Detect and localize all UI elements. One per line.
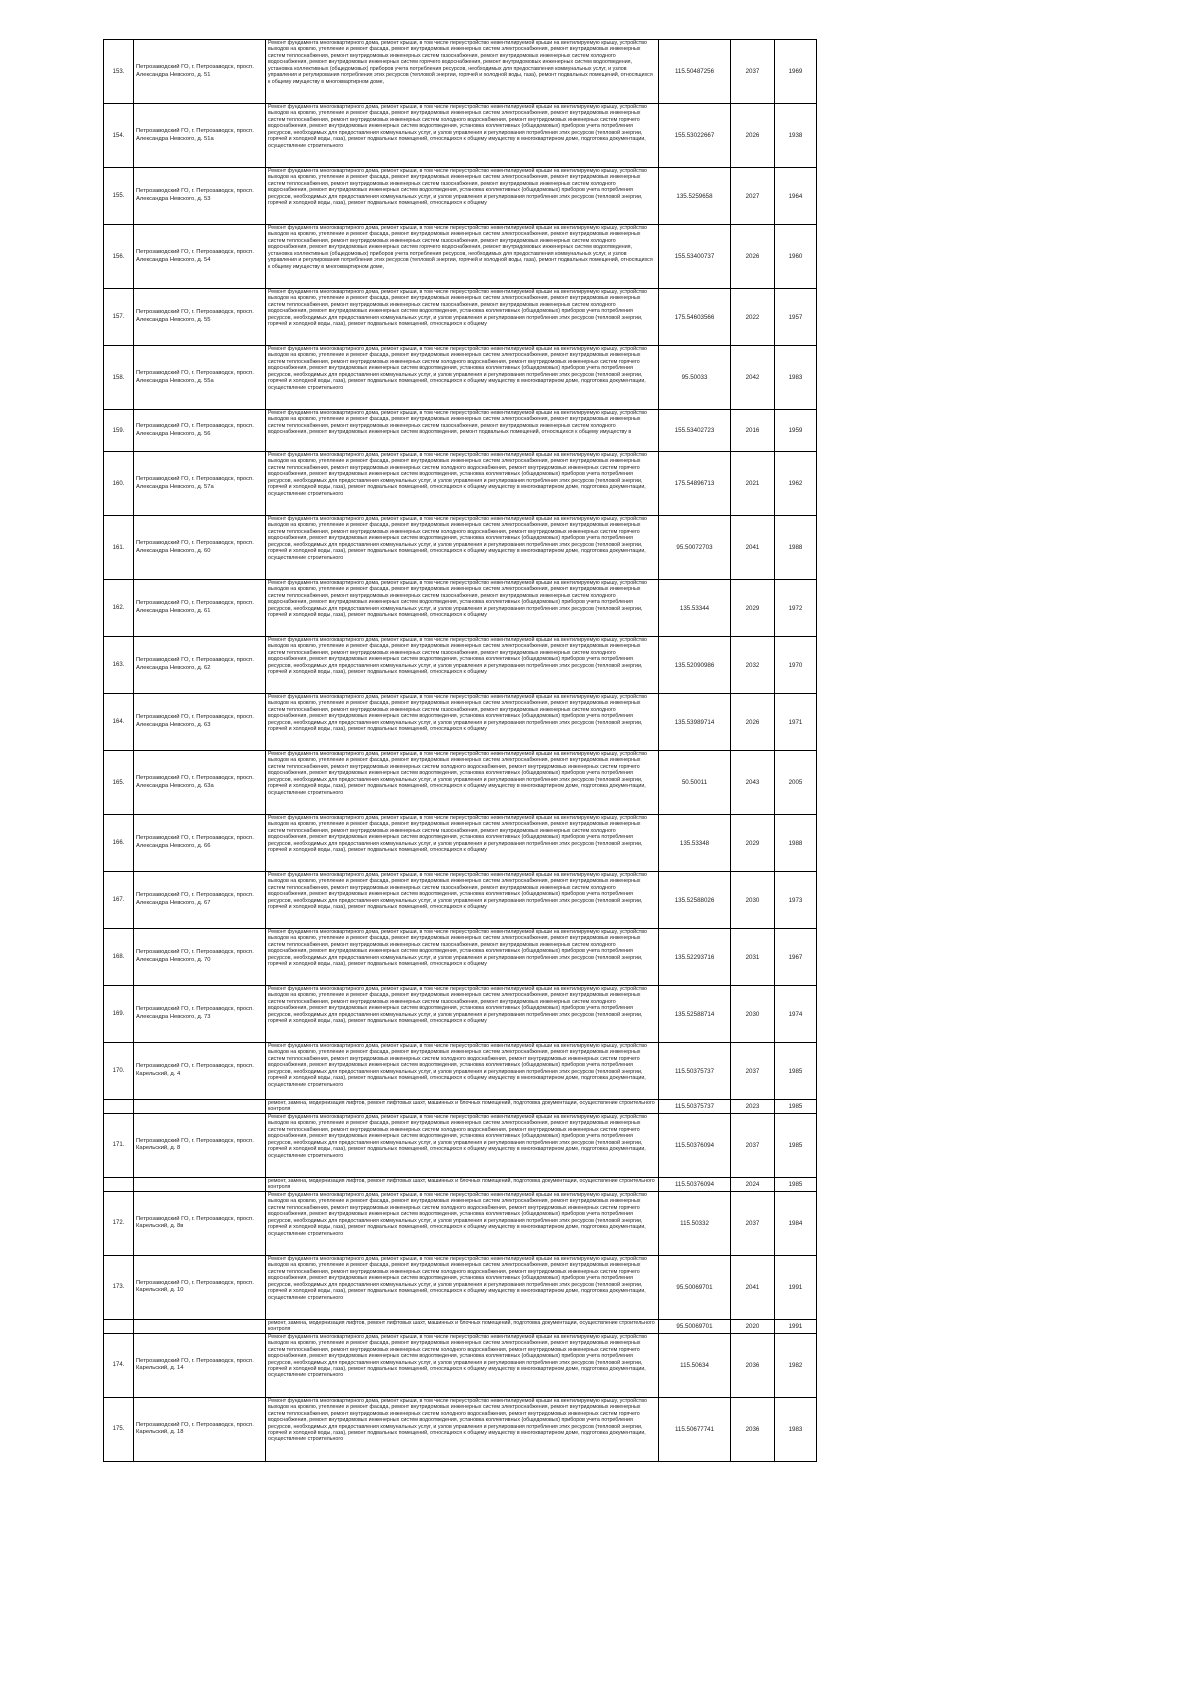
row-number-cell: 159.	[104, 410, 134, 452]
work-description-cell	[266, 637, 659, 694]
build-year-cell: 1960	[775, 225, 817, 289]
work-description-text: Ремонт фундамента многоквартирного дома, ремонт крыши, в том числе переустройство невентилируемой крыши на вентилируемую крышу, устройство выходов на кровлю, утепление и ремонт фасада, ремонт внутридомовых инженерных систем электроснабжения, ремонт внутридомовых инженерных систем теплоснабжения, ремонт внутридомовых инженерных систем газоснабжения, ремонт внутридомовых инженерных систем холодного водоснабжения, ремонт внутридомовых инженерных систем водоотведения, установка коллективных (общедомовых) приборов учета потребления ресурсов, необходимых для предоставления коммунальных услуг, и узлов управления и регулирования потребления этих ресурсов (тепловой энергии, горячей и холодной воды, газа), ремонт подвальных помещений, относящихся к общему	[268, 872, 647, 911]
planned-year-cell: 2037	[731, 40, 775, 104]
work-description-cell	[266, 872, 659, 929]
work-description-text: Ремонт фундамента многоквартирного дома, ремонт крыши, в том числе переустройство невентилируемой крыши на вентилируемую крышу, устройство выходов на кровлю, утепление и ремонт фасада, ремонт внутридомовых инженерных систем электроснабжения, ремонт внутридомовых инженерных систем теплоснабжения, ремонт внутридомовых инженерных систем холодного водоснабжения, ремонт внутридомовых инженерных систем горячего водоснабжения, ремонт внутридомовых инженерных систем водоотведения, установка коллективных (общедомовых) приборов учета потребления ресурсов, необходимых для предоставления коммунальных услуг, и узлов управления и регулирования потребления этих ресурсов (тепловой энергии, горячей и холодной воды, газа), ремонт подвальных помещений, относящихся к общему имуществу в многоквартирном доме, подготовка документации, осуществление строительного	[268, 1191, 647, 1237]
cost-cell: 115.50375737	[659, 1043, 731, 1100]
work-description-cell	[266, 289, 659, 346]
work-description-cell	[266, 1255, 659, 1319]
planned-year-cell: 2016	[731, 410, 775, 452]
build-year-cell: 1985	[775, 1100, 817, 1114]
work-description-cell	[266, 1113, 659, 1177]
planned-year-cell: 2021	[731, 452, 775, 516]
row-number-cell	[104, 1100, 134, 1114]
work-description-cell	[266, 694, 659, 751]
planned-year-cell: 2024	[731, 1177, 775, 1191]
planned-year-cell: 2037	[731, 1113, 775, 1177]
build-year-cell: 1985	[775, 1043, 817, 1100]
build-year-cell: 1983	[775, 1397, 817, 1461]
planned-year-cell: 2037	[731, 1191, 775, 1255]
table-row	[104, 986, 817, 1043]
planned-year-cell: 2023	[731, 1100, 775, 1114]
row-number-cell: 173.	[104, 1255, 134, 1319]
row-number-cell: 170.	[104, 1043, 134, 1100]
planned-year-cell: 2022	[731, 289, 775, 346]
row-number-cell: 168.	[104, 929, 134, 986]
register-table-body	[104, 40, 817, 1462]
planned-year-cell: 2041	[731, 1255, 775, 1319]
row-number-cell: 157.	[104, 289, 134, 346]
cost-cell: 115.50376094	[659, 1177, 731, 1191]
address-cell: Петрозаводский ГО, г. Петрозаводск, просп. Александра Невского, д. 55	[134, 289, 266, 346]
cost-cell: 135.52588026	[659, 872, 731, 929]
work-description-cell	[266, 225, 659, 289]
address-cell: Петрозаводский ГО, г. Петрозаводск, просп. Александра Невского, д. 53	[134, 168, 266, 225]
planned-year-cell: 2036	[731, 1397, 775, 1461]
cost-cell: 155.53402723	[659, 410, 731, 452]
build-year-cell: 1971	[775, 694, 817, 751]
build-year-cell: 1988	[775, 516, 817, 580]
cost-cell: 115.50634	[659, 1333, 731, 1397]
build-year-cell: 1985	[775, 1113, 817, 1177]
work-description-text: Ремонт фундамента многоквартирного дома, ремонт крыши, в том числе переустройство невентилируемой крыши на вентилируемую крышу, устройство выходов на кровлю, утепление и ремонт фасада, ремонт внутридомовых инженерных систем электроснабжения, ремонт внутридомовых инженерных систем теплоснабжения, ремонт внутридомовых инженерных систем холодного водоснабжения, ремонт внутридомовых инженерных систем горячего водоснабжения, ремонт внутридомовых инженерных систем водоотведения, установка коллективных (общедомовых) приборов учета потребления ресурсов, необходимых для предоставления коммунальных услуг, и узлов управления и регулирования потребления этих ресурсов (тепловой энергии, горячей и холодной воды, газа), ремонт подвальных помещений, относящихся к общему имуществу в многоквартирном доме, подготовка документации, осуществление строительного	[268, 1113, 647, 1159]
address-cell: Петрозаводский ГО, г. Петрозаводск, просп. Александра Невского, д. 56	[134, 410, 266, 452]
address-cell: Петрозаводский ГО, г. Петрозаводск, просп. Карельский, д. 4	[134, 1043, 266, 1100]
planned-year-cell: 2026	[731, 104, 775, 168]
address-cell	[134, 1177, 266, 1191]
work-description-cell	[266, 929, 659, 986]
work-description-text: Ремонт фундамента многоквартирного дома, ремонт крыши, в том числе переустройство невентилируемой крыши на вентилируемую крышу, устройство выходов на кровлю, утепление и ремонт фасада, ремонт внутридомовых инженерных систем электроснабжения, ремонт внутридомовых инженерных систем теплоснабжения, ремонт внутридомовых инженерных систем холодного водоснабжения, ремонт внутридомовых инженерных систем горячего водоснабжения, ремонт внутридомовых инженерных систем водоотведения, установка коллективных (общедомовых) приборов учета потребления ресурсов, необходимых для предоставления коммунальных услуг, и узлов управления и регулирования потребления этих ресурсов (тепловой энергии, горячей и холодной воды, газа), ремонт подвальных помещений, относящихся к общему имуществу в многоквартирном доме, подготовка документации, осуществление строительного	[268, 346, 647, 391]
planned-year-cell: 2037	[731, 1043, 775, 1100]
work-description-cell	[266, 580, 659, 637]
row-number-cell: 161.	[104, 516, 134, 580]
address-cell: Петрозаводский ГО, г. Петрозаводск, просп. Карельский, д. 18	[134, 1397, 266, 1461]
address-cell: Петрозаводский ГО, г. Петрозаводск, просп. Карельский, д. 8	[134, 1113, 266, 1177]
work-description-text: ремонт, замена, модернизация лифтов, ремонт лифтовых шахт, машинных и блочных помещений, подготовка документации, осуществление строительного контроля	[268, 1177, 655, 1191]
address-cell: Петрозаводский ГО, г. Петрозаводск, просп. Александра Невского, д. 66	[134, 815, 266, 872]
address-cell: Петрозаводский ГО, г. Петрозаводск, просп. Карельский, д. 8в	[134, 1191, 266, 1255]
table-row	[104, 637, 817, 694]
work-description-text: Ремонт фундамента многоквартирного дома, ремонт крыши, в том числе переустройство невентилируемой крыши на вентилируемую крышу, устройство выходов на кровлю, утепление и ремонт фасада, ремонт внутридомовых инженерных систем электроснабжения, ремонт внутридомовых инженерных систем теплоснабжения, ремонт внутридомовых инженерных систем газоснабжения, ремонт внутридомовых инженерных систем холодного водоснабжения, ремонт внутридомовых инженерных систем водоотведения, установка коллективных (общедомовых) приборов учета потребления ресурсов, необходимых для предоставления коммунальных услуг, и узлов управления и регулирования потребления этих ресурсов (тепловой энергии, горячей и холодной воды, газа), ремонт подвальных помещений, относящихся к общему	[268, 694, 647, 733]
work-description-cell	[266, 516, 659, 580]
table-row	[104, 346, 817, 410]
cost-cell: 135.5259658	[659, 168, 731, 225]
table-row	[104, 168, 817, 225]
address-cell: Петрозаводский ГО, г. Петрозаводск, просп. Александра Невского, д. 62	[134, 637, 266, 694]
work-description-cell	[266, 1177, 659, 1191]
address-cell: Петрозаводский ГО, г. Петрозаводск, просп. Александра Невского, д. 70	[134, 929, 266, 986]
table-row	[104, 1191, 817, 1255]
planned-year-cell: 2032	[731, 637, 775, 694]
work-description-cell	[266, 346, 659, 410]
work-description-text: ремонт, замена, модернизация лифтов, ремонт лифтовых шахт, машинных и блочных помещений, подготовка документации, осуществление строительного контроля	[268, 1100, 655, 1113]
table-row	[104, 40, 817, 104]
row-number-cell: 175.	[104, 1397, 134, 1461]
build-year-cell: 1967	[775, 929, 817, 986]
table-row	[104, 751, 817, 815]
cost-cell: 95.50072703	[659, 516, 731, 580]
row-number-cell: 154.	[104, 104, 134, 168]
work-description-text: Ремонт фундамента многоквартирного дома, ремонт крыши, в том числе переустройство невентилируемой крыши на вентилируемую крышу, устройство выходов на кровлю, утепление и ремонт фасада, ремонт внутридомовых инженерных систем электроснабжения, ремонт внутридомовых инженерных систем теплоснабжения, ремонт внутридомовых инженерных систем холодного водоснабжения, ремонт внутридомовых инженерных систем горячего водоснабжения, ремонт внутридомовых инженерных систем водоотведения, установка коллективных (общедомовых) приборов учета потребления ресурсов, необходимых для предоставления коммунальных услуг, и узлов управления и регулирования потребления этих ресурсов (тепловой энергии, горячей и холодной воды, газа), ремонт подвальных помещений, относящихся к общему имуществу в многоквартирном доме, подготовка документации, осуществление строительного	[268, 1397, 647, 1443]
work-description-text: Ремонт фундамента многоквартирного дома, ремонт крыши, в том числе переустройство невентилируемой крыши на вентилируемую крышу, устройство выходов на кровлю, утепление и ремонт фасада, ремонт внутридомовых инженерных систем электроснабжения, ремонт внутридомовых инженерных систем теплоснабжения, ремонт внутридомовых инженерных систем газоснабжения, ремонт внутридомовых инженерных систем холодного водоснабжения, ремонт внутридомовых инженерных систем водоотведения, установка коллективных (общедомовых) приборов учета потребления ресурсов, необходимых для предоставления коммунальных услуг, и узлов управления и регулирования потребления этих ресурсов (тепловой энергии, горячей и холодной воды, газа), ремонт подвальных помещений, относящихся к общему	[268, 289, 647, 328]
planned-year-cell: 2042	[731, 346, 775, 410]
table-row	[104, 452, 817, 516]
address-cell: Петрозаводский ГО, г. Петрозаводск, просп. Александра Невского, д. 61	[134, 580, 266, 637]
build-year-cell: 1974	[775, 986, 817, 1043]
table-row	[104, 1255, 817, 1319]
build-year-cell: 1985	[775, 1177, 817, 1191]
row-number-cell: 174.	[104, 1333, 134, 1397]
build-year-cell: 1983	[775, 346, 817, 410]
cost-cell: 135.53989714	[659, 694, 731, 751]
work-description-cell	[266, 1100, 659, 1114]
address-cell: Петрозаводский ГО, г. Петрозаводск, просп. Александра Невского, д. 51а	[134, 104, 266, 168]
work-description-cell	[266, 1191, 659, 1255]
work-description-text: ремонт, замена, модернизация лифтов, ремонт лифтовых шахт, машинных и блочных помещений, подготовка документации, осуществление строительного контроля	[268, 1319, 655, 1333]
cost-cell: 175.54603566	[659, 289, 731, 346]
row-number-cell: 155.	[104, 168, 134, 225]
planned-year-cell: 2029	[731, 815, 775, 872]
row-number-cell: 153.	[104, 40, 134, 104]
planned-year-cell: 2027	[731, 168, 775, 225]
build-year-cell: 1959	[775, 410, 817, 452]
table-row	[104, 1319, 817, 1333]
work-description-text: Ремонт фундамента многоквартирного дома, ремонт крыши, в том числе переустройство невентилируемой крыши на вентилируемую крышу, устройство выходов на кровлю, утепление и ремонт фасада, ремонт внутридомовых инженерных систем электроснабжения, ремонт внутридомовых инженерных систем теплоснабжения, ремонт внутридомовых инженерных систем холодного водоснабжения, ремонт внутридомовых инженерных систем горячего водоснабжения, ремонт внутридомовых инженерных систем водоотведения, установка коллективных (общедомовых) приборов учета потребления ресурсов, необходимых для предоставления коммунальных услуг, и узлов управления и регулирования потребления этих ресурсов (тепловой энергии, горячей и холодной воды, газа), ремонт подвальных помещений, относящихся к общему имуществу в многоквартирном доме, подготовка документации, осуществление строительного	[268, 1333, 647, 1379]
cost-cell: 50.50011	[659, 751, 731, 815]
work-description-text: Ремонт фундамента многоквартирного дома, ремонт крыши, в том числе переустройство невентилируемой крыши на вентилируемую крышу, устройство выходов на кровлю, утепление и ремонт фасада, ремонт внутридомовых инженерных систем электроснабжения, ремонт внутридомовых инженерных систем теплоснабжения, ремонт внутридомовых инженерных систем газоснабжения, ремонт внутридомовых инженерных систем холодного водоснабжения, ремонт внутридомовых инженерных систем водоотведения, установка коллективных (общедомовых) приборов учета потребления ресурсов, необходимых для предоставления коммунальных услуг, и узлов управления и регулирования потребления этих ресурсов (тепловой энергии, горячей и холодной воды, газа), ремонт подвальных помещений, относящихся к общему	[268, 929, 647, 968]
build-year-cell: 1991	[775, 1319, 817, 1333]
work-description-text: Ремонт фундамента многоквартирного дома, ремонт крыши, в том числе переустройство невентилируемой крыши на вентилируемую крышу, устройство выходов на кровлю, утепление и ремонт фасада, ремонт внутридомовых инженерных систем электроснабжения, ремонт внутридомовых инженерных систем теплоснабжения, ремонт внутридомовых инженерных систем холодного водоснабжения, ремонт внутридомовых инженерных систем горячего водоснабжения, ремонт внутридомовых инженерных систем водоотведения, установка коллективных (общедомовых) приборов учета потребления ресурсов, необходимых для предоставления коммунальных услуг, и узлов управления и регулирования потребления этих ресурсов (тепловой энергии, горячей и холодной воды, газа), ремонт подвальных помещений, относящихся к общему имуществу в многоквартирном доме, подготовка документации, осуществление строительного	[268, 1255, 647, 1301]
build-year-cell: 1969	[775, 40, 817, 104]
row-number-cell: 167.	[104, 872, 134, 929]
row-number-cell: 156.	[104, 225, 134, 289]
row-number-cell	[104, 1177, 134, 1191]
work-description-text: Ремонт фундамента многоквартирного дома, ремонт крыши, в том числе переустройство невентилируемой крыши на вентилируемую крышу, устройство выходов на кровлю, утепление и ремонт фасада, ремонт внутридомовых инженерных систем электроснабжения, ремонт внутридомовых инженерных систем теплоснабжения, ремонт внутридомовых инженерных систем холодного водоснабжения, ремонт внутридомовых инженерных систем горячего водоснабжения, ремонт внутридомовых инженерных систем водоотведения, установка коллективных (общедомовых) приборов учета потребления ресурсов, необходимых для предоставления коммунальных услуг, и узлов управления и регулирования потребления этих ресурсов (тепловой энергии, горячей и холодной воды, газа), ремонт подвальных помещений, относящихся к общему имуществу в многоквартирном доме, подготовка документации, осуществление строительного	[268, 452, 647, 497]
work-description-cell	[266, 986, 659, 1043]
cost-cell: 135.53344	[659, 580, 731, 637]
work-description-text: Ремонт фундамента многоквартирного дома, ремонт крыши, в том числе переустройство невентилируемой крыши на вентилируемую крышу, устройство выходов на кровлю, утепление и ремонт фасада, ремонт внутридомовых инженерных систем электроснабжения, ремонт внутридомовых инженерных систем теплоснабжения, ремонт внутридомовых инженерных систем холодного водоснабжения, ремонт внутридомовых инженерных систем горячего водоснабжения, ремонт внутридомовых инженерных систем водоотведения, установка коллективных (общедомовых) приборов учета потребления ресурсов, необходимых для предоставления коммунальных услуг, и узлов управления и регулирования потребления этих ресурсов (тепловой энергии, горячей и холодной воды, газа), ремонт подвальных помещений, относящихся к общему имуществу в многоквартирном доме, подготовка документации, осуществление строительного	[268, 751, 647, 796]
cost-cell: 115.50375737	[659, 1100, 731, 1114]
planned-year-cell: 2026	[731, 225, 775, 289]
planned-year-cell: 2043	[731, 751, 775, 815]
cost-cell: 95.50069701	[659, 1255, 731, 1319]
cost-cell: 115.50487256	[659, 40, 731, 104]
planned-year-cell: 2026	[731, 694, 775, 751]
work-description-text: Ремонт фундамента многоквартирного дома, ремонт крыши, в том числе переустройство невентилируемой крыши на вентилируемую крышу, устройство выходов на кровлю, утепление и ремонт фасада, ремонт внутридомовых инженерных систем электроснабжения, ремонт внутридомовых инженерных систем теплоснабжения, ремонт внутридомовых инженерных систем газоснабжения, ремонт внутридомовых инженерных систем холодного водоснабжения, ремонт внутридомовых инженерных систем водоотведения, установка коллективных (общедомовых) приборов учета потребления ресурсов, необходимых для предоставления коммунальных услуг, и узлов управления и регулирования потребления этих ресурсов (тепловой энергии, горячей и холодной воды, газа), ремонт подвальных помещений, относящихся к общему	[268, 815, 647, 854]
cost-cell: 135.52588714	[659, 986, 731, 1043]
table-row	[104, 1397, 817, 1461]
address-cell: Петрозаводский ГО, г. Петрозаводск, просп. Александра Невского, д. 54	[134, 225, 266, 289]
address-cell	[134, 1319, 266, 1333]
build-year-cell: 1984	[775, 1191, 817, 1255]
row-number-cell: 171.	[104, 1113, 134, 1177]
table-row	[104, 1333, 817, 1397]
table-row	[104, 410, 817, 452]
cost-cell: 175.54896713	[659, 452, 731, 516]
cost-cell: 95.50033	[659, 346, 731, 410]
table-row	[104, 580, 817, 637]
address-cell: Петрозаводский ГО, г. Петрозаводск, просп. Александра Невского, д. 51	[134, 40, 266, 104]
build-year-cell: 1964	[775, 168, 817, 225]
planned-year-cell: 2030	[731, 986, 775, 1043]
table-row	[104, 289, 817, 346]
cost-cell: 135.52293716	[659, 929, 731, 986]
address-cell: Петрозаводский ГО, г. Петрозаводск, просп. Карельский, д. 10	[134, 1255, 266, 1319]
work-description-text: Ремонт фундамента многоквартирного дома, ремонт крыши, в том числе переустройство невентилируемой крыши на вентилируемую крышу, устройство выходов на кровлю, утепление и ремонт фасада, ремонт внутридомовых инженерных систем электроснабжения, ремонт внутридомовых инженерных систем теплоснабжения, ремонт внутридомовых инженерных систем холодного водоснабжения, ремонт внутридомовых инженерных систем горячего водоснабжения, ремонт внутридомовых инженерных систем водоотведения, установка коллективных (общедомовых) приборов учета потребления ресурсов, необходимых для предоставления коммунальных услуг, и узлов управления и регулирования потребления этих ресурсов (тепловой энергии, горячей и холодной воды, газа), ремонт подвальных помещений, относящихся к общему имуществу в многоквартирном доме, подготовка документации, осуществление строительного	[268, 1043, 647, 1088]
row-number-cell: 158.	[104, 346, 134, 410]
work-description-text: Ремонт фундамента многоквартирного дома, ремонт крыши, в том числе переустройство невентилируемой крыши на вентилируемую крышу, устройство выходов на кровлю, утепление и ремонт фасада, ремонт внутридомовых инженерных систем электроснабжения, ремонт внутридомовых инженерных систем теплоснабжения, ремонт внутридомовых инженерных систем газоснабжения, ремонт внутридомовых инженерных систем холодного водоснабжения, ремонт внутридомовых инженерных систем горячего водоснабжения, ремонт внутридомовых инженерных систем водоотведения, установка коллективных (общедомовых) приборов учета потребления ресурсов, необходимых для предоставления коммунальных услуг, и узлов управления и регулирования потребления этих ресурсов (тепловой энергии, горячей и холодной воды, газа), ремонт подвальных помещений, относящихся к общему имуществу в многоквартирном доме,	[268, 40, 653, 85]
build-year-cell: 2005	[775, 751, 817, 815]
cost-cell: 115.50332	[659, 1191, 731, 1255]
row-number-cell: 172.	[104, 1191, 134, 1255]
work-description-cell	[266, 452, 659, 516]
address-cell: Петрозаводский ГО, г. Петрозаводск, просп. Александра Невского, д. 63	[134, 694, 266, 751]
cost-cell: 115.50677741	[659, 1397, 731, 1461]
address-cell: Петрозаводский ГО, г. Петрозаводск, просп. Александра Невского, д. 63а	[134, 751, 266, 815]
table-row	[104, 516, 817, 580]
row-number-cell: 162.	[104, 580, 134, 637]
work-description-cell	[266, 1043, 659, 1100]
table-row	[104, 694, 817, 751]
build-year-cell: 1972	[775, 580, 817, 637]
work-description-cell	[266, 1333, 659, 1397]
build-year-cell: 1991	[775, 1255, 817, 1319]
address-cell	[134, 1100, 266, 1114]
register-table	[103, 39, 817, 1462]
row-number-cell: 165.	[104, 751, 134, 815]
planned-year-cell: 2029	[731, 580, 775, 637]
address-cell: Петрозаводский ГО, г. Петрозаводск, просп. Карельский, д. 14	[134, 1333, 266, 1397]
planned-year-cell: 2020	[731, 1319, 775, 1333]
build-year-cell: 1970	[775, 637, 817, 694]
table-row	[104, 1177, 817, 1191]
work-description-cell	[266, 40, 659, 104]
work-description-text: Ремонт фундамента многоквартирного дома, ремонт крыши, в том числе переустройство невентилируемой крыши на вентилируемую крышу, устройство выходов на кровлю, утепление и ремонт фасада, ремонт внутридомовых инженерных систем электроснабжения, ремонт внутридомовых инженерных систем теплоснабжения, ремонт внутридомовых инженерных систем газоснабжения, ремонт внутридомовых инженерных систем холодного водоснабжения, ремонт внутридомовых инженерных систем водоотведения, установка коллективных (общедомовых) приборов учета потребления ресурсов, необходимых для предоставления коммунальных услуг, и узлов управления и регулирования потребления этих ресурсов (тепловой энергии, горячей и холодной воды, газа), ремонт подвальных помещений, относящихся к общему	[268, 580, 647, 619]
row-number-cell: 163.	[104, 637, 134, 694]
table-row	[104, 225, 817, 289]
work-description-text: Ремонт фундамента многоквартирного дома, ремонт крыши, в том числе переустройство невентилируемой крыши на вентилируемую крышу, устройство выходов на кровлю, утепление и ремонт фасада, ремонт внутридомовых инженерных систем электроснабжения, ремонт внутридомовых инженерных систем теплоснабжения, ремонт внутридомовых инженерных систем холодного водоснабжения, ремонт внутридомовых инженерных систем горячего водоснабжения, ремонт внутридомовых инженерных систем водоотведения, установка коллективных (общедомовых) приборов учета потребления ресурсов, необходимых для предоставления коммунальных услуг, и узлов управления и регулирования потребления этих ресурсов (тепловой энергии, горячей и холодной воды, газа), ремонт подвальных помещений, относящихся к общему имуществу в многоквартирном доме, подготовка документации, осуществление строительного	[268, 516, 647, 561]
build-year-cell: 1962	[775, 452, 817, 516]
address-cell: Петрозаводский ГО, г. Петрозаводск, просп. Александра Невского, д. 57а	[134, 452, 266, 516]
build-year-cell: 1982	[775, 1333, 817, 1397]
cost-cell: 155.53400737	[659, 225, 731, 289]
table-row	[104, 1043, 817, 1100]
table-row	[104, 929, 817, 986]
row-number-cell: 160.	[104, 452, 134, 516]
address-cell: Петрозаводский ГО, г. Петрозаводск, просп. Александра Невского, д. 55а	[134, 346, 266, 410]
table-row	[104, 815, 817, 872]
cost-cell: 155.53022667	[659, 104, 731, 168]
address-cell: Петрозаводский ГО, г. Петрозаводск, просп. Александра Невского, д. 73	[134, 986, 266, 1043]
planned-year-cell: 2041	[731, 516, 775, 580]
row-number-cell	[104, 1319, 134, 1333]
cost-cell: 135.53348	[659, 815, 731, 872]
build-year-cell: 1957	[775, 289, 817, 346]
row-number-cell: 164.	[104, 694, 134, 751]
work-description-text: Ремонт фундамента многоквартирного дома, ремонт крыши, в том числе переустройство невентилируемой крыши на вентилируемую крышу, устройство выходов на кровлю, утепление и ремонт фасада, ремонт внутридомовых инженерных систем электроснабжения, ремонт внутридомовых инженерных систем теплоснабжения, ремонт внутридомовых инженерных систем газоснабжения, ремонт внутридомовых инженерных систем холодного водоснабжения, ремонт внутридомовых инженерных систем горячего водоснабжения, ремонт внутридомовых инженерных систем водоотведения, установка коллективных (общедомовых) приборов учета потребления ресурсов, необходимых для предоставления коммунальных услуг, и узлов управления и регулирования потребления этих ресурсов (тепловой энергии, горячей и холодной воды, газа), ремонт подвальных помещений, относящихся к общему имуществу в многоквартирном доме,	[268, 225, 653, 270]
work-description-text: Ремонт фундамента многоквартирного дома, ремонт крыши, в том числе переустройство невентилируемой крыши на вентилируемую крышу, устройство выходов на кровлю, утепление и ремонт фасада, ремонт внутридомовых инженерных систем электроснабжения, ремонт внутридомовых инженерных систем теплоснабжения, ремонт внутридомовых инженерных систем газоснабжения, ремонт внутридомовых инженерных систем холодного водоснабжения, ремонт внутридомовых инженерных систем водоотведения, установка коллективных (общедомовых) приборов учета потребления ресурсов, необходимых для предоставления коммунальных услуг, и узлов управления и регулирования потребления этих ресурсов (тепловой энергии, горячей и холодной воды, газа), ремонт подвальных помещений, относящихся к общему	[268, 168, 647, 207]
planned-year-cell: 2036	[731, 1333, 775, 1397]
cost-cell: 135.52090986	[659, 637, 731, 694]
cost-cell: 115.50376094	[659, 1113, 731, 1177]
build-year-cell: 1973	[775, 872, 817, 929]
row-number-cell: 169.	[104, 986, 134, 1043]
cost-cell: 95.50069701	[659, 1319, 731, 1333]
work-description-text: Ремонт фундамента многоквартирного дома, ремонт крыши, в том числе переустройство невентилируемой крыши на вентилируемую крышу, устройство выходов на кровлю, утепление и ремонт фасада, ремонт внутридомовых инженерных систем электроснабжения, ремонт внутридомовых инженерных систем теплоснабжения, ремонт внутридомовых инженерных систем холодного водоснабжения, ремонт внутридомовых инженерных систем горячего водоснабжения, ремонт внутридомовых инженерных систем водоотведения, установка коллективных (общедомовых) приборов учета потребления ресурсов, необходимых для предоставления коммунальных услуг, и узлов управления и регулирования потребления этих ресурсов (тепловой энергии, горячей и холодной воды, газа), ремонт подвальных помещений, относящихся к общему имуществу в многоквартирном доме, подготовка документации, осуществление строительного	[268, 104, 647, 149]
address-cell: Петрозаводский ГО, г. Петрозаводск, просп. Александра Невского, д. 60	[134, 516, 266, 580]
table-row	[104, 872, 817, 929]
build-year-cell: 1938	[775, 104, 817, 168]
work-description-cell	[266, 1397, 659, 1461]
work-description-cell	[266, 815, 659, 872]
work-description-cell	[266, 168, 659, 225]
work-description-text: Ремонт фундамента многоквартирного дома, ремонт крыши, в том числе переустройство невентилируемой крыши на вентилируемую крышу, устройство выходов на кровлю, утепление и ремонт фасада, ремонт внутридомовых инженерных систем электроснабжения, ремонт внутридомовых инженерных систем теплоснабжения, ремонт внутридомовых инженерных систем газоснабжения, ремонт внутридомовых инженерных систем холодного водоснабжения, ремонт внутридомовых инженерных систем водоотведения, установка коллективных (общедомовых) приборов учета потребления ресурсов, необходимых для предоставления коммунальных услуг, и узлов управления и регулирования потребления этих ресурсов (тепловой энергии, горячей и холодной воды, газа), ремонт подвальных помещений, относящихся к общему	[268, 637, 647, 676]
build-year-cell: 1988	[775, 815, 817, 872]
planned-year-cell: 2031	[731, 929, 775, 986]
table-row	[104, 1100, 817, 1114]
row-number-cell: 166.	[104, 815, 134, 872]
planned-year-cell: 2030	[731, 872, 775, 929]
table-row	[104, 104, 817, 168]
work-description-cell	[266, 104, 659, 168]
work-description-cell	[266, 1319, 659, 1333]
work-description-text: Ремонт фундамента многоквартирного дома, ремонт крыши, в том числе переустройство невентилируемой крыши на вентилируемую крышу, устройство выходов на кровлю, утепление и ремонт фасада, ремонт внутридомовых инженерных систем электроснабжения, ремонт внутридомовых инженерных систем теплоснабжения, ремонт внутридомовых инженерных систем газоснабжения, ремонт внутридомовых инженерных систем холодного водоснабжения, ремонт внутридомовых инженерных систем водоотведения, ремонт подвальных помещений, относящихся к общему имуществу в	[268, 410, 647, 436]
work-description-text: Ремонт фундамента многоквартирного дома, ремонт крыши, в том числе переустройство невентилируемой крыши на вентилируемую крышу, устройство выходов на кровлю, утепление и ремонт фасада, ремонт внутридомовых инженерных систем электроснабжения, ремонт внутридомовых инженерных систем теплоснабжения, ремонт внутридомовых инженерных систем газоснабжения, ремонт внутридомовых инженерных систем холодного водоснабжения, ремонт внутридомовых инженерных систем водоотведения, установка коллективных (общедомовых) приборов учета потребления ресурсов, необходимых для предоставления коммунальных услуг, и узлов управления и регулирования потребления этих ресурсов (тепловой энергии, горячей и холодной воды, газа), ремонт подвальных помещений, относящихся к общему	[268, 986, 647, 1025]
table-row	[104, 1113, 817, 1177]
address-cell: Петрозаводский ГО, г. Петрозаводск, просп. Александра Невского, д. 67	[134, 872, 266, 929]
work-description-cell	[266, 410, 659, 452]
work-description-cell	[266, 751, 659, 815]
